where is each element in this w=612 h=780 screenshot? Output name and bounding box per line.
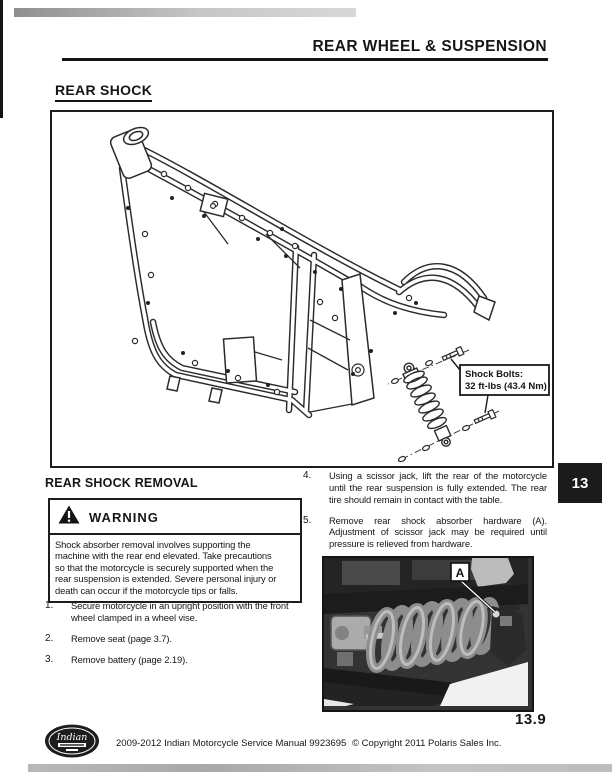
shock-photo [322, 556, 534, 712]
warning-header [50, 500, 300, 535]
footer-copyright: © Copyright 2011 Polaris Sales Inc. [352, 738, 502, 749]
steering-head [109, 124, 153, 180]
warning-box [48, 498, 302, 603]
torque-callout-line1: Shock Bolts: [465, 369, 524, 380]
frame-diagram [50, 110, 554, 468]
warning-text: Shock absorber removal involves supporting the machine with the rear end elevated. Take precautions so that the motorcycle is securely supported when the rear suspension is extended. Severe personal injury or death can occur if the motorcycle tips or falls. [55, 539, 277, 596]
chapter-tab: 13 [558, 463, 602, 503]
scan-artifact-bottom [28, 764, 612, 772]
warning-triangle-icon [58, 505, 80, 529]
footer-page-number: 13.9 [515, 711, 547, 728]
photo-callout-a: A [455, 566, 465, 580]
scan-artifact-top [14, 8, 356, 17]
torque-callout-line2: 32 ft-lbs (43.4 Nm) [465, 381, 547, 392]
page-header-title: REAR WHEEL & SUSPENSION [312, 38, 547, 55]
footer-manual-info: 2009-2012 Indian Motorcycle Service Manual 9923695 [116, 738, 347, 749]
section-title: REAR SHOCK [55, 82, 152, 102]
header-rule [62, 58, 548, 61]
removal-section-title: REAR SHOCK REMOVAL [45, 476, 198, 490]
scan-artifact-left [0, 0, 3, 118]
step-1: 1. Secure motorcycle in an upright position with the front wheel clamped in a wheel vise. [45, 600, 289, 623]
indian-logo [44, 723, 100, 759]
procedure-steps-left [45, 600, 303, 674]
procedure-steps-right [303, 470, 547, 559]
frame-line-drawing [52, 112, 552, 466]
step-2: 2. Remove seat (page 3.7). [45, 632, 172, 644]
shock-absorber-exploded [388, 347, 549, 463]
indian-logo-text: Indian [56, 732, 88, 743]
step-4: 4. Using a scissor jack, lift the rear of the motorcycle until the rear suspension is fully extended. The rear tire should remain in contact with the table. [303, 470, 547, 505]
step-3: 3. Remove battery (page 2.19). [45, 653, 188, 665]
warning-label: WARNING [89, 509, 159, 525]
step-5: 5. Remove rear shock absorber hardware (A). Adjustment of scissor jack may be required until pressure is relieved from hardware. [303, 514, 547, 550]
